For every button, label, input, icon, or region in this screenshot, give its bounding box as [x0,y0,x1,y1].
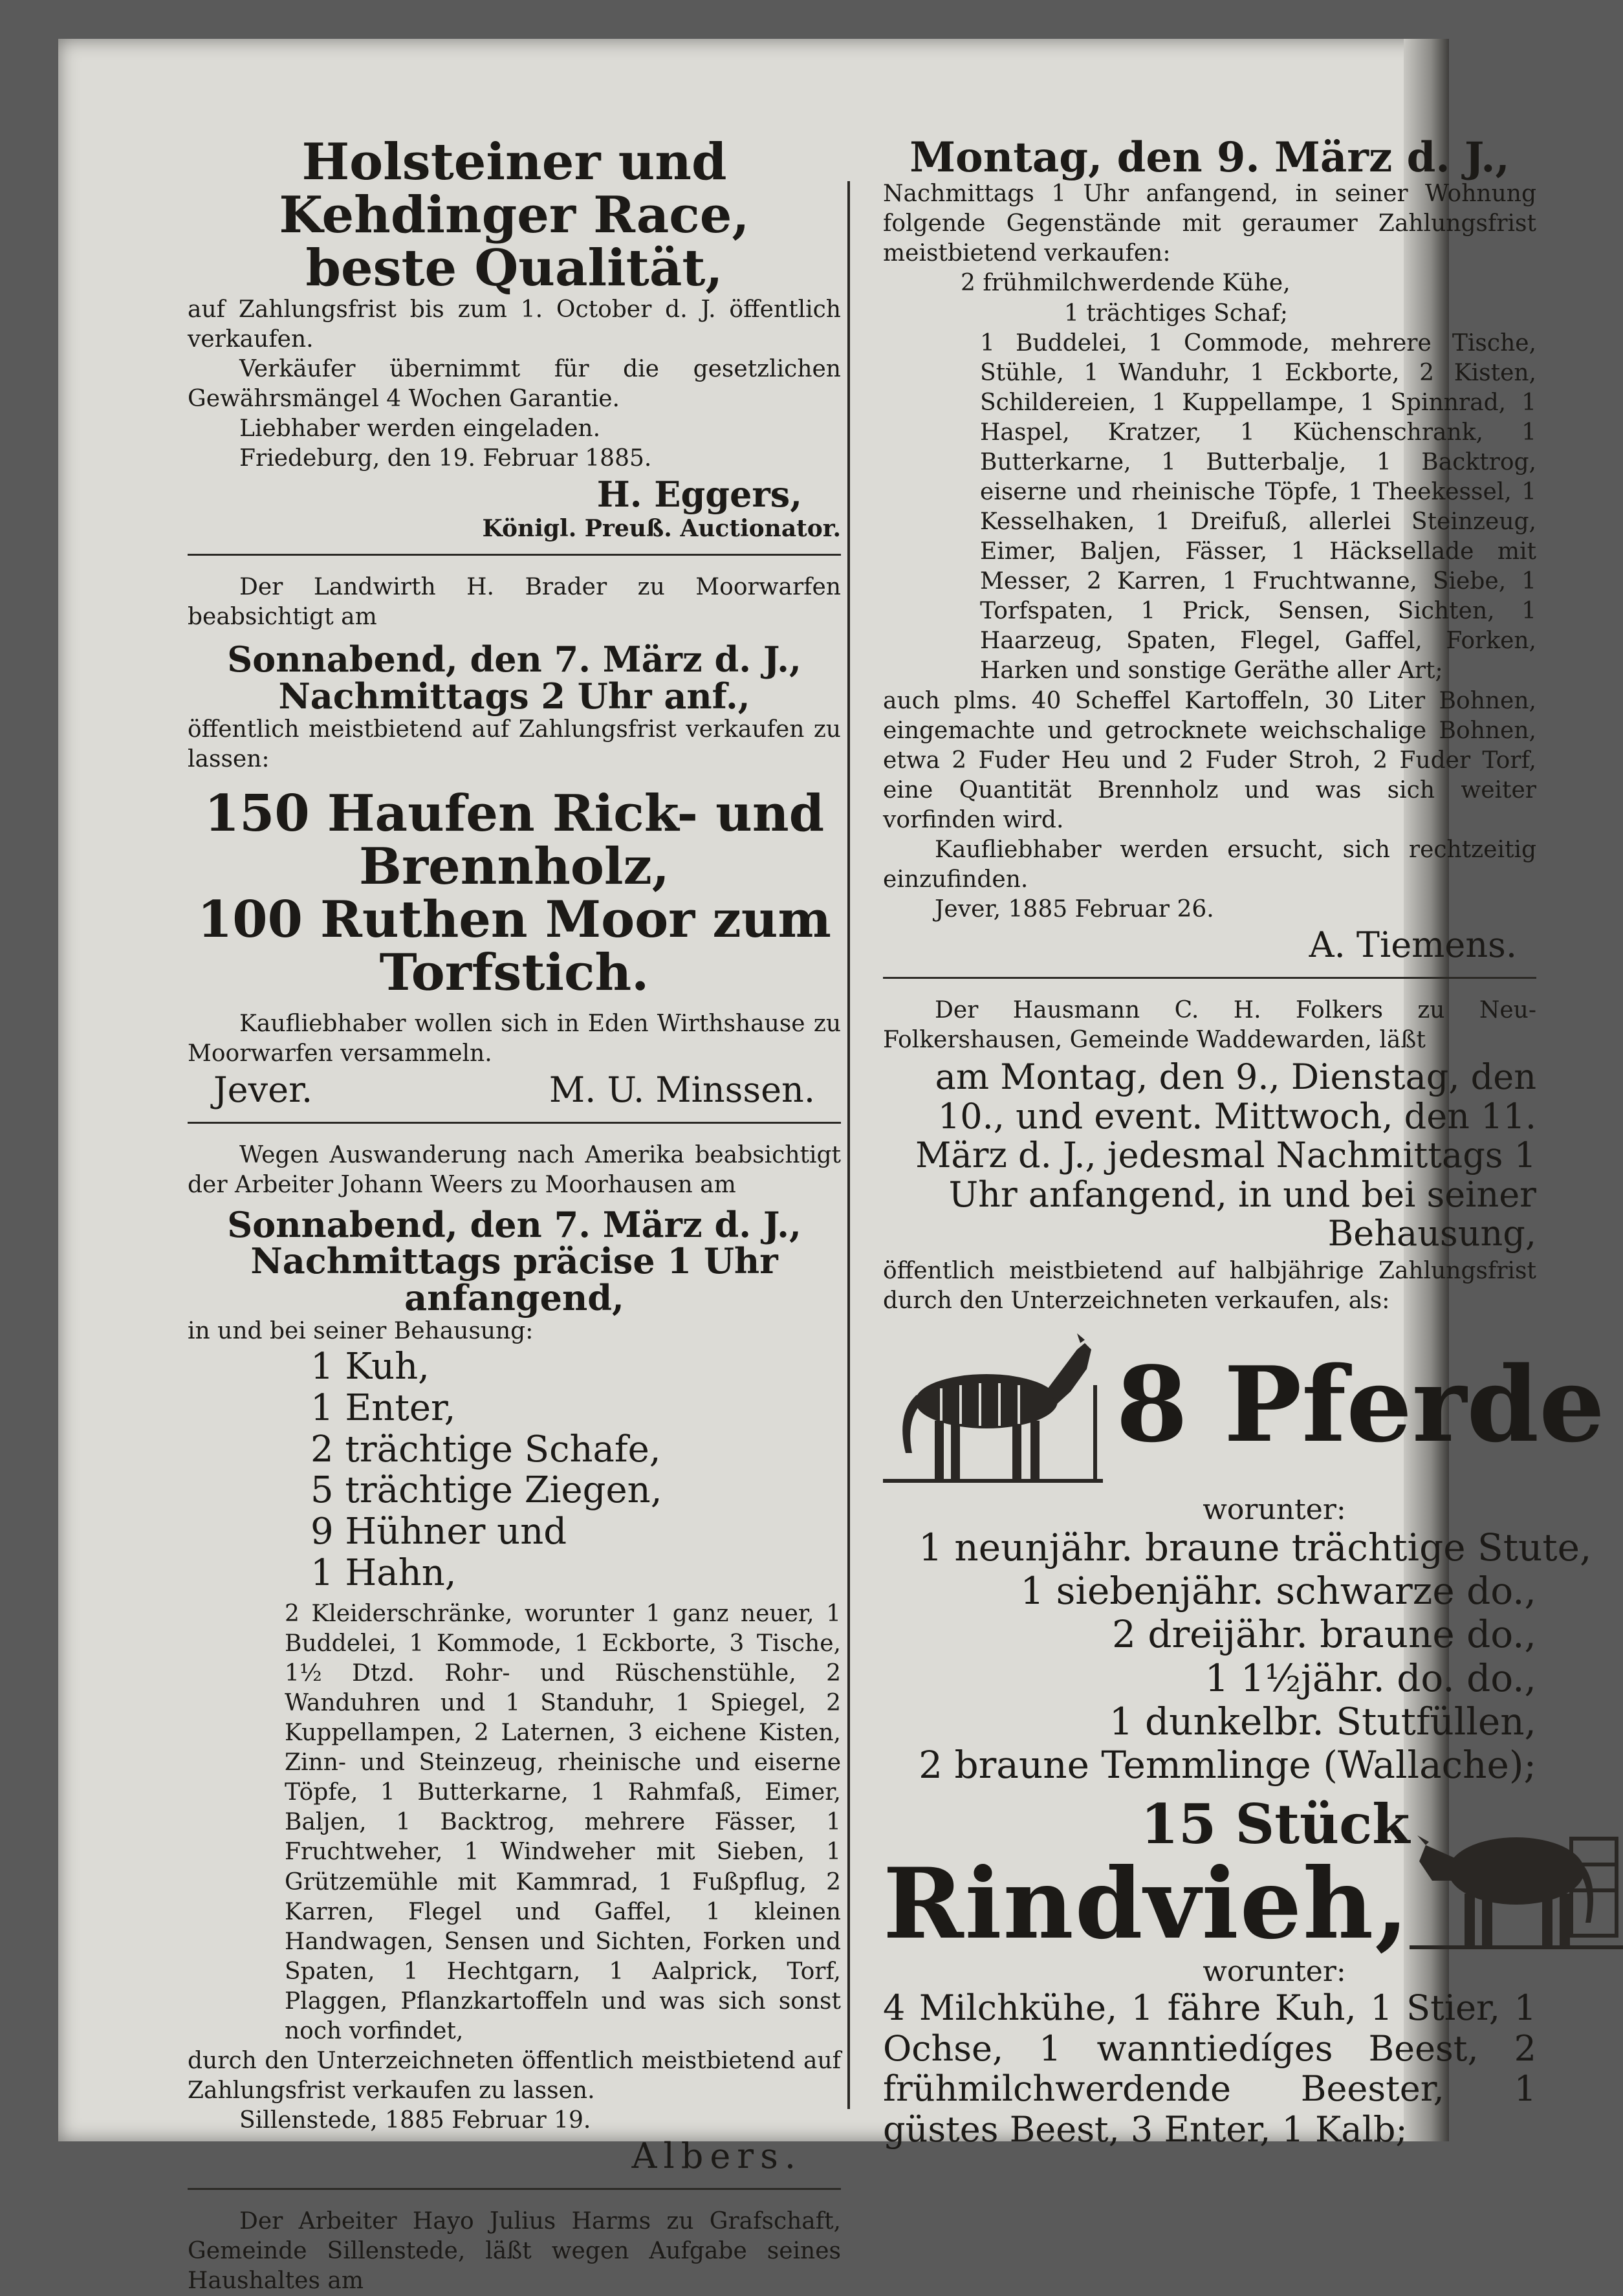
ad-heading: beste Qualität, [305,238,723,298]
ad-separator [188,1122,841,1124]
horses-heading: 8 Pferde [1116,1343,1605,1465]
ad-text: Wegen Auswanderung nach Amerika beabsichtigt der Arbeiter Johann Weers zu Moorhausen am [188,1141,841,1198]
left-column [188,133,841,2296]
ad-text: Der Hausmann C. H. Folkers zu Neu-Folkershausen, Gemeinde Waddewarden, läßt [883,997,1536,1054]
sale-date: Montag, den 9. März d. J., [910,133,1510,182]
ad-separator [188,2188,841,2190]
list-item: 1 dunkelbr. Stutfüllen, [1109,1699,1536,1744]
place: Jever. [213,1069,313,1110]
right-column [883,133,1605,2150]
list-item: 1 Enter, [310,1386,456,1429]
list-item: 1 1½jähr. do. do., [1204,1656,1536,1700]
cattle-label: Rindvieh, [883,1846,1410,1961]
sale-time: Nachmittags präcise 1 Uhr anfangend, [250,1240,778,1319]
horses-heading-row [883,1324,1605,1485]
column-divider [847,181,850,2109]
ad-text: 1 trächtiges Schaf; [1064,300,1289,327]
ad-text: 1 Buddelei, 1 Commode, mehrere Tische, Stühle, 1 Wanduhr, 1 Eckborte, 2 Kisten, Schildereien, 1 Kuppellampe, 1 Spinnrad, 1 Haspel, Kratzer, 1 Küchenschrank, 1 Butterkarne, 1 Butterbalje, 1 Backtrog, eiserne und rheinische Töpfe, 1 Theekessel, 1 Kesselhaken, 1 Dreifuß, allerlei Steinzeug, Eimer, Baljen, Fässer, 1 Häcksellade mit Messer, 2 Karren, 1 Fruchtwanne, Siebe, 1 Torfspaten, 1 Prick, Sensen, Sichten, 1 Haarzeug, Spaten, Flegel, Gaffel, Forken, Harken und sonstige Geräthe aller Art; [980,329,1536,684]
signer-name: A. Tiemens. [1309,924,1517,966]
horse-illustration-icon [883,1324,1103,1485]
ad-separator [883,977,1536,979]
worunter-label: worunter: [1203,1492,1346,1526]
ad-brader [188,573,841,1110]
sale-time: Nachmittags 2 Uhr anf., [278,675,750,717]
place-date: Sillenstede, 1885 Februar 19. [239,2107,591,2134]
ad-text: Nachmittags 1 Uhr anfangend, in seiner Wohnung folgende Gegenstände mit geraumer Zahlungsfrist meistbietend verkaufen: [883,180,1536,267]
sale-item-heading: 150 Haufen Rick- und Brennholz, [204,783,825,896]
sale-dates: am Montag, den 9., Dienstag, den 10., und event. Mittwoch, den 11. März d. J., jedesmal Nachmittags 1 Uhr anfangend, in und bei seiner Behausung, [915,1056,1536,1254]
ad-text: auf Zahlungsfrist bis zum 1. October d. J. öffentlich verkaufen. [188,296,841,353]
ad-separator [188,554,841,556]
cattle-heading [883,1792,1410,1961]
ad-text: 2 Kleiderschränke, worunter 1 ganz neuer, 1 Buddelei, 1 Kommode, 1 Eckborte, 3 Tische, 1½ Dtzd. Rohr- und Rüschenstühle, 2 Wanduhren und 1 Standuhr, 1 Spiegel, 2 Kuppellampen, 2 Laternen, 3 eichene Kisten, Zinn- und Steinzeug, rheinische und eiserne Töpfe, 1 Butterkarne, 1 Rahmfaß, Eimer, Baljen, 1 Backtrog, mehrere Fässer, 1 Fruchtweher, 1 Windweher mit Sieben, 1 Grützemühle mit Kammrad, 1 Fußpflug, 2 Karren, Flegel und Gaffel, 1 kleinen Handwagen, Sensen und Sichten, Forken und Spaten, 1 Hechtgarn, 1 Aalprick, Torf, Plaggen, Pflanzkartoffeln und was sich sonst noch vorfindet, [285,1600,841,2044]
ad-text: Kaufliebhaber werden ersucht, sich rechtzeitig einzufinden. [883,836,1536,893]
sale-date: Sonnabend, den 7. März d. J., [227,639,801,681]
worunter-label: worunter: [1203,1955,1346,1989]
ad-text: in und bei seiner Behausung: [188,1317,534,1344]
ad-text: Kaufliebhaber wollen sich in Eden Wirthshause zu Moorwarfen versammeln. [188,1011,841,1067]
signer-title: Königl. Preuß. Auctionator. [482,515,841,543]
ad-tiemens [883,133,1536,966]
ad-heading: Holsteiner und Kehdinger Race, [279,133,750,245]
ad-text: Der Arbeiter Hayo Julius Harms zu Grafschaft, Gemeinde Sillenstede, läßt wegen Aufgabe seines Haushaltes am [188,2208,841,2295]
ad-text: öffentlich meistbietend auf halbjährige Zahlungsfrist durch den Unterzeichneten verkaufen, als: [883,1257,1536,1314]
ad-text: auch plms. 40 Scheffel Kartoffeln, 30 Liter Bohnen, eingemachte und getrocknete weichschalige Bohnen, etwa 2 Fuder Heu und 2 Fuder Stroh, 2 Fuder Torf, eine Quantität Brennholz und was sich weiter vorfinden wird. [883,687,1536,833]
list-item: 1 neunjähr. braune trächtige Stute, [919,1525,1592,1569]
newspaper-page [58,39,1605,2295]
sale-date: Sonnabend, den 7. März d. J., [227,1203,801,1245]
ad-text: öffentlich meistbietend auf Zahlungsfrist verkaufen zu lassen: [188,716,841,772]
signer-name: H. Eggers, [596,474,802,516]
list-item: 1 siebenjähr. schwarze do., [1020,1569,1536,1613]
ad-eggers [188,133,841,543]
list-item: 9 Hühner und [310,1511,567,1553]
ad-text: Verkäufer übernimmt für die gesetzlichen Gewährsmängel 4 Wochen Garantie. [188,355,841,412]
livestock-list [188,1346,841,1594]
ad-footer [188,1069,841,1110]
cattle-count: 15 Stück [1140,1792,1410,1857]
horse-list [883,1525,1592,1788]
list-item: 1 Hahn, [310,1551,457,1594]
signer-name: M. U. Minssen. [549,1069,815,1110]
cow-illustration-icon [1410,1800,1623,1955]
ad-text: 2 frühmilchwerdende Kühe, [961,270,1291,297]
cattle-list: 4 Milchkühe, 1 fähre Kuh, 1 Stier, 1 Ochse, 1 wanntiedíges Beest, 2 frühmilchwerdende Beester, 1 güstes Beest, 3 Enter, 1 Kalb; [883,1987,1536,2150]
list-item: 2 dreijähr. braune do., [1111,1612,1536,1657]
cattle-heading-row [883,1792,1536,1961]
ad-harms [188,2207,841,2296]
list-item: 2 braune Temmlinge (Wallache); [919,1743,1536,1788]
list-item: 1 Kuh, [310,1345,430,1388]
ad-text: Der Landwirth H. Brader zu Moorwarfen beabsichtigt am [188,574,841,631]
signer-name: Albers. [631,2136,802,2177]
ad-text: Liebhaber werden eingeladen. [239,415,601,442]
list-item: 5 trächtige Ziegen, [310,1469,662,1512]
ad-folkers [883,996,1605,2150]
sale-item-heading: 100 Ruthen Moor zum Torfstich. [197,890,831,1002]
list-item: 2 trächtige Schafe, [310,1428,661,1471]
place-date: Friedeburg, den 19. Februar 1885. [239,445,652,472]
place-date: Jever, 1885 Februar 26. [935,896,1214,923]
ad-text: durch den Unterzeichneten öffentlich meistbietend auf Zahlungsfrist verkaufen zu lassen. [188,2047,841,2105]
ad-weers [188,1141,841,2177]
